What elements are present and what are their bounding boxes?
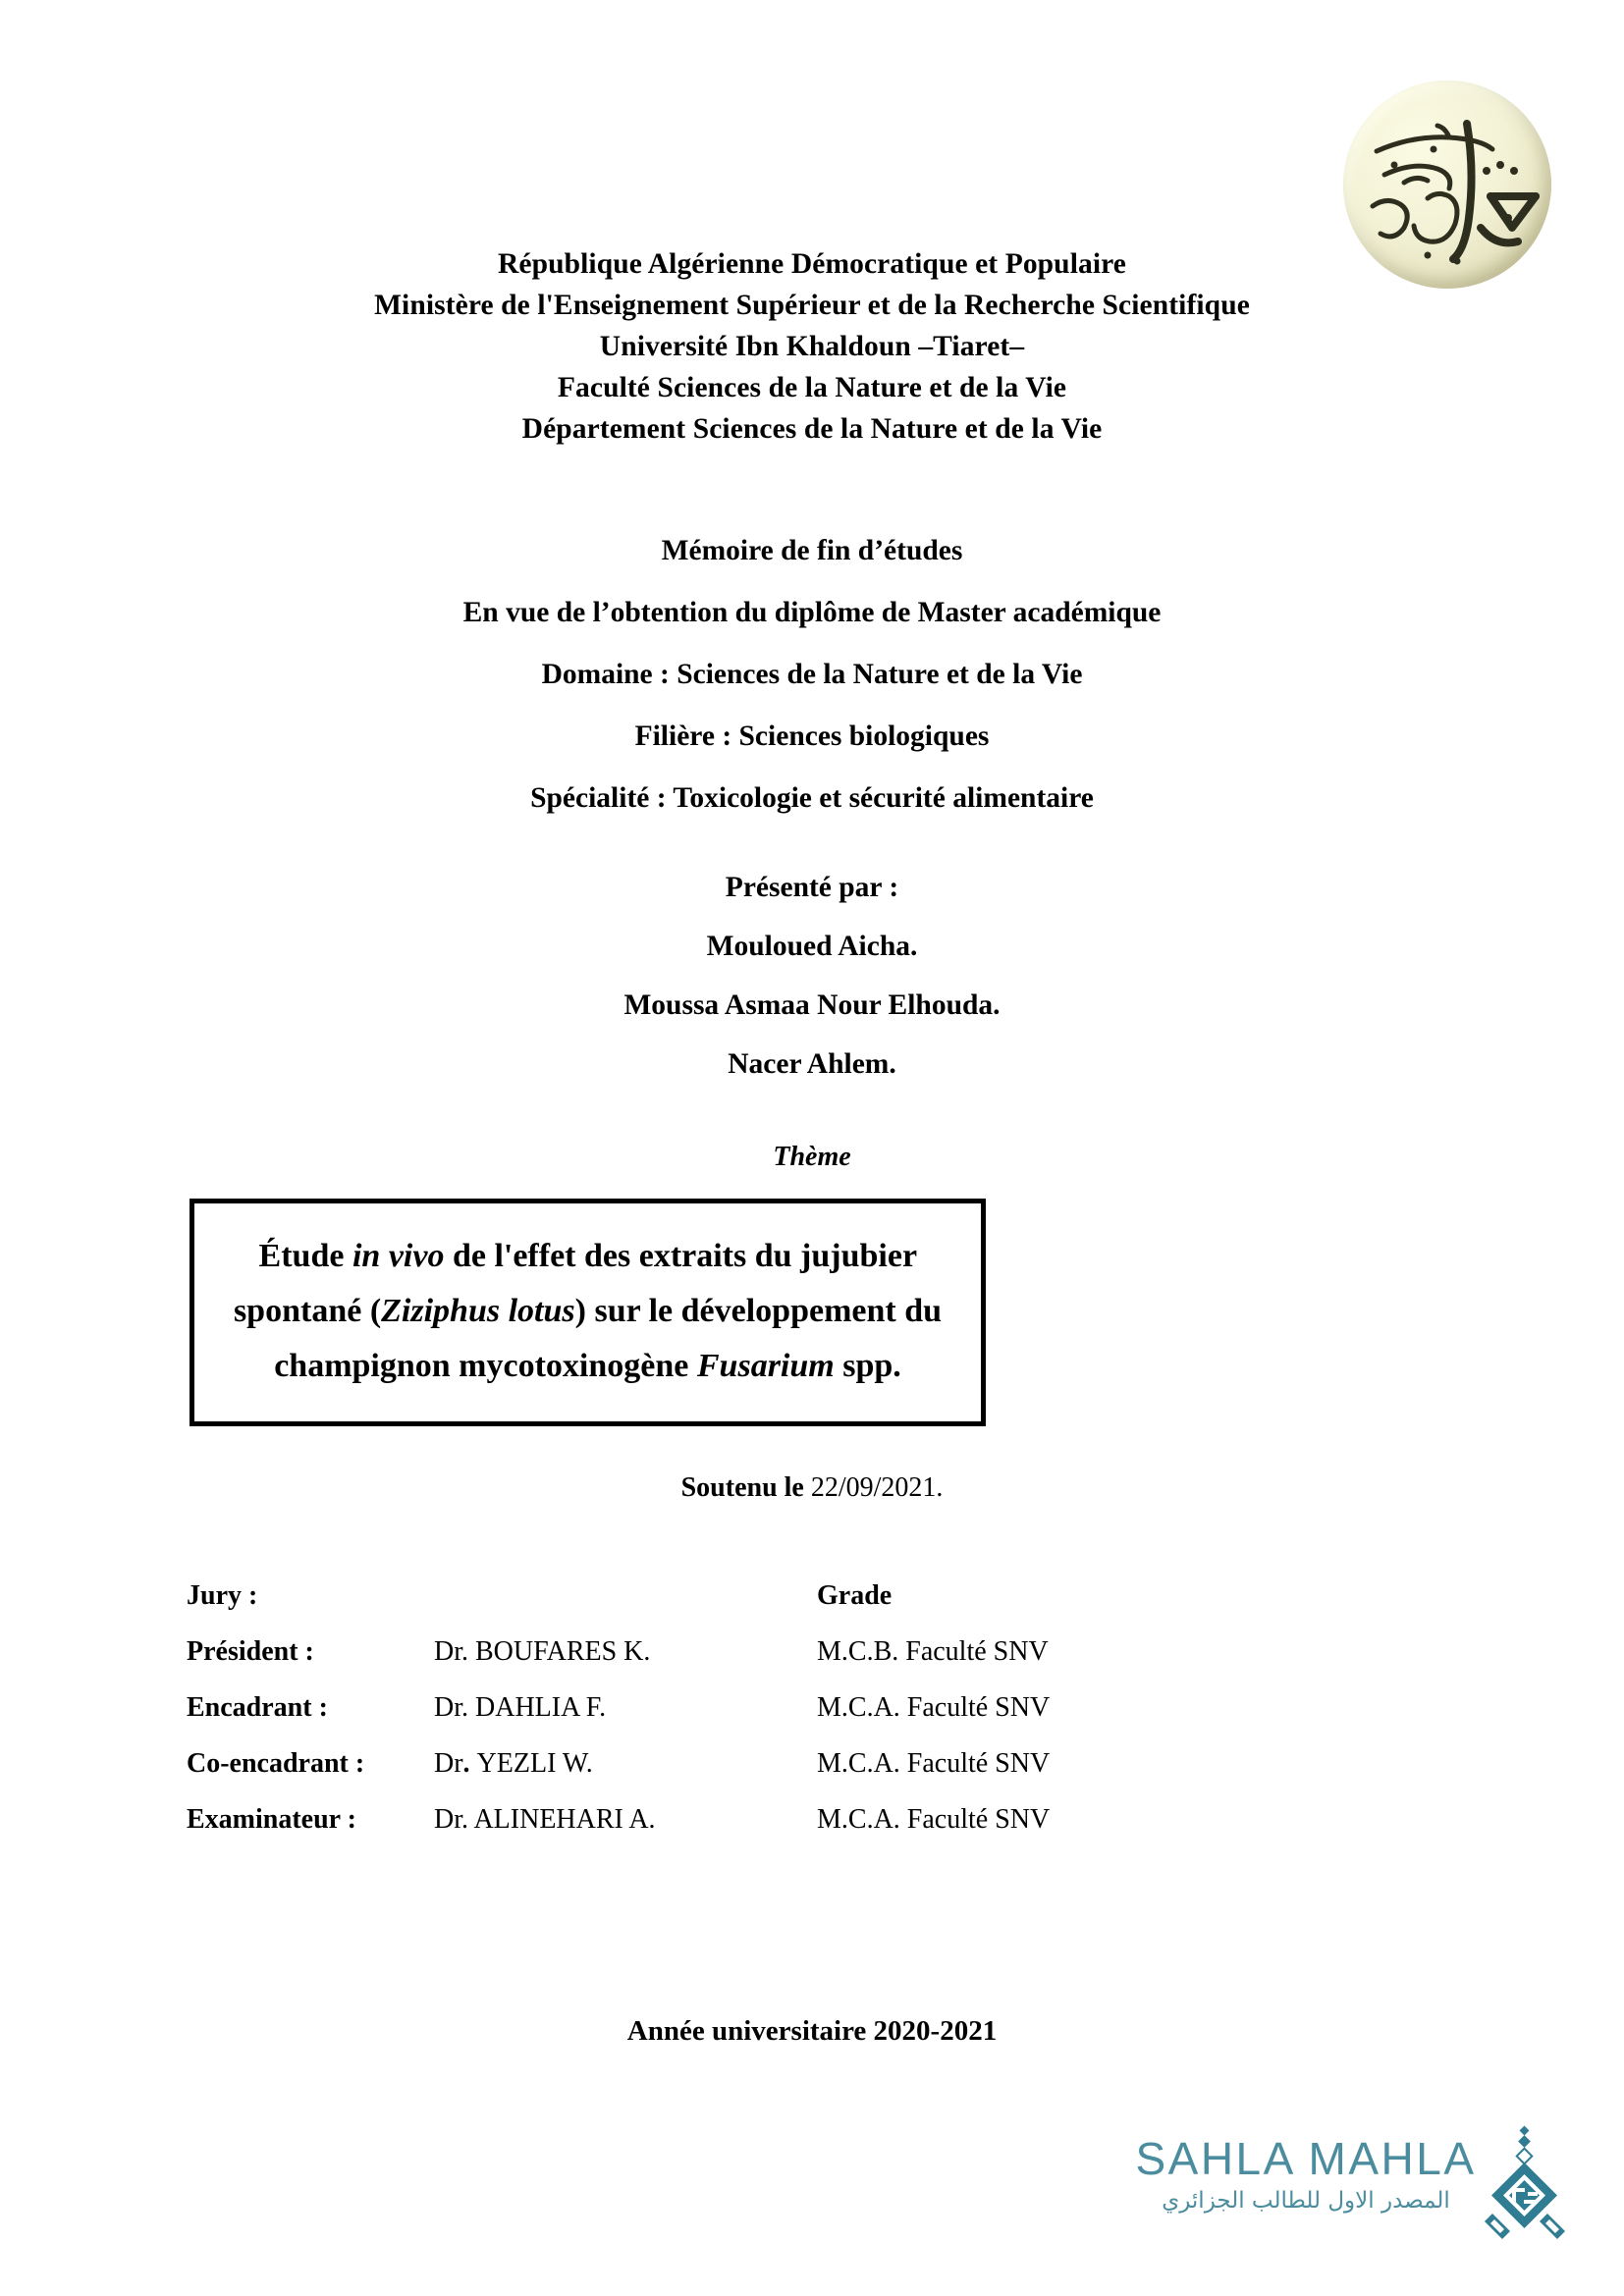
header-line-university: Université Ibn Khaldoun –Tiaret– [599, 331, 1025, 362]
title-seg-1a: Étude [258, 1238, 352, 1274]
jury-header-label: Jury : [187, 1580, 258, 1611]
theme-label: Thème [773, 1142, 851, 1172]
defense-date-value: 22/09/2021. [803, 1472, 944, 1503]
authors-heading: Présenté par : [725, 872, 899, 903]
jury-name-value: YEZLI W. [476, 1748, 593, 1779]
jury-name-president: Dr. BOUFARES K. [434, 1636, 651, 1667]
jury-name-encadrant: Dr. DAHLIA F. [434, 1692, 607, 1723]
watermark-arabic-text: المصدر الاول للطالب الجزائري [1162, 2188, 1450, 2214]
author-name-1: Mouloued Aicha. [706, 931, 918, 962]
title-seg-2i: Ziziphus lotus [381, 1293, 575, 1329]
header-line-republic: République Algérienne Démocratique et Populaire [497, 248, 1126, 280]
author-name-3: Nacer Ahlem. [728, 1048, 896, 1080]
title-seg-1b: de l'effet des extraits du jujubier [444, 1238, 917, 1274]
jury-table [187, 1580, 1267, 1860]
table-row [187, 1804, 1267, 1860]
jury-role-encadrant: Encadrant : [187, 1692, 328, 1723]
degree-line-filiere: Filière : Sciences biologiques [634, 721, 990, 752]
table-row [187, 1692, 1267, 1748]
jury-name-sep: . [462, 1748, 477, 1779]
title-seg-3a: champignon mycotoxinogène [274, 1348, 697, 1384]
watermark-text [1114, 2133, 1497, 2217]
title-seg-3b: spp. [834, 1348, 901, 1384]
title-seg-2a: spontané ( [233, 1293, 382, 1329]
thesis-title-box [189, 1199, 986, 1426]
defense-date-line [0, 1472, 1624, 1504]
title-seg-1i: in vivo [352, 1238, 445, 1274]
academic-year: Année universitaire 2020-2021 [626, 2015, 998, 2047]
jury-grade-encadrant: M.C.A. Faculté SNV [817, 1692, 1051, 1723]
jury-name-examinateur: Dr. ALINEHARI A. [434, 1804, 656, 1835]
table-row [187, 1748, 1267, 1804]
sahla-mahla-watermark [1114, 2123, 1576, 2256]
jury-role-co-encadrant: Co-encadrant : [187, 1748, 365, 1779]
degree-line-specialite: Spécialité : Toxicologie et sécurité alimentaire [530, 782, 1094, 814]
jury-header-row [187, 1580, 1267, 1636]
jury-role-examinateur: Examinateur : [187, 1804, 356, 1835]
jury-role-president: Président : [187, 1636, 314, 1667]
title-seg-3i: Fusarium [696, 1348, 835, 1384]
defense-date-label: Soutenu le [680, 1472, 804, 1503]
header-line-ministry: Ministère de l'Enseignement Supérieur et de la Recherche Scientifique [374, 290, 1250, 321]
jury-grade-co-encadrant: M.C.A. Faculté SNV [817, 1748, 1051, 1779]
thesis-title [228, 1229, 947, 1394]
jury-grade-president: M.C.B. Faculté SNV [817, 1636, 1049, 1667]
title-seg-2b: ) sur le développement du [574, 1293, 943, 1329]
jury-header-grade: Grade [817, 1580, 893, 1611]
jury-name-prefix: Dr [434, 1748, 463, 1779]
author-name-2: Moussa Asmaa Nour Elhouda. [623, 989, 1001, 1021]
watermark-logo-icon [1473, 2123, 1576, 2243]
authors-section [0, 858, 1624, 1094]
degree-information [0, 520, 1624, 829]
jury-name-co-encadrant [434, 1748, 817, 1780]
institution-header [0, 243, 1624, 450]
jury-grade-examinateur: M.C.A. Faculté SNV [817, 1804, 1051, 1835]
header-line-department: Département Sciences de la Nature et de la Vie [521, 413, 1103, 445]
degree-line-memoire: Mémoire de fin d’études [661, 535, 963, 566]
degree-line-domain: Domaine : Sciences de la Nature et de la Vie [541, 659, 1083, 690]
watermark-latin-text: SAHLA MAHLA [1135, 2133, 1477, 2184]
degree-line-diploma: En vue de l’obtention du diplôme de Master académique [462, 597, 1162, 628]
table-row [187, 1636, 1267, 1692]
header-line-faculty: Faculté Sciences de la Nature et de la Vie [557, 372, 1067, 403]
